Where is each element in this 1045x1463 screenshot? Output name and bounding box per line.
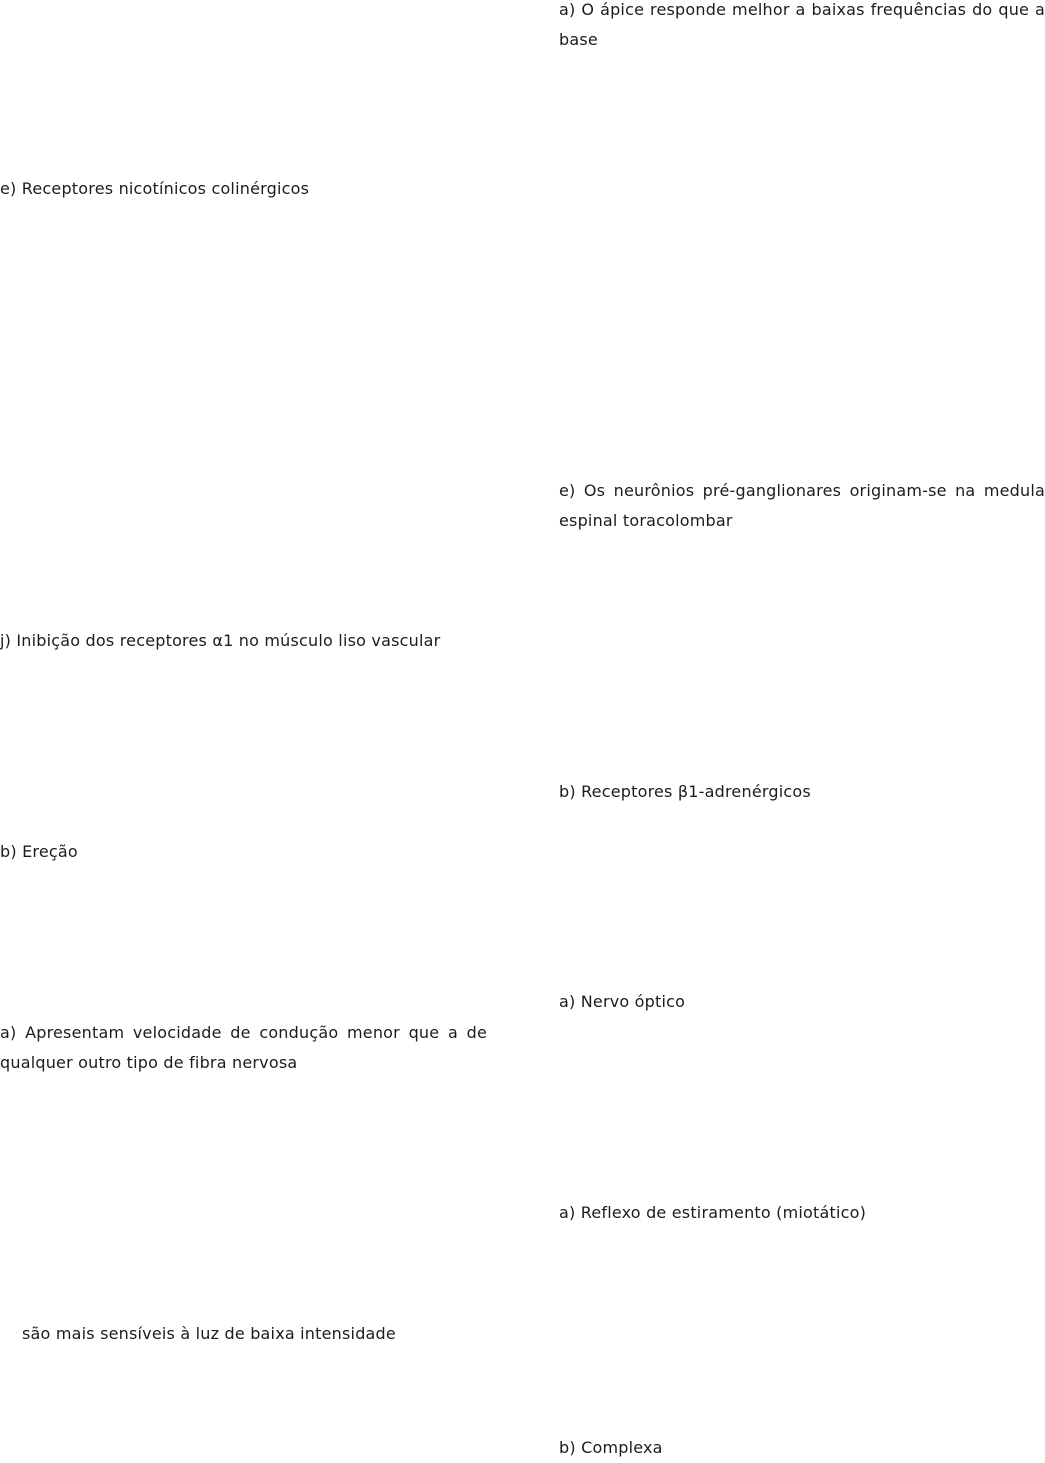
- answer-complex: b) Complexa: [559, 1438, 663, 1457]
- answer-low-light-sensitivity: são mais sensíveis à luz de baixa intensidade: [22, 1324, 396, 1343]
- answer-nicotinic-receptors: e) Receptores nicotínicos colinérgicos: [0, 179, 310, 198]
- answer-alpha1-inhibition: j) Inibição dos receptores α1 no músculo liso vascular: [0, 631, 441, 650]
- answer-conduction-velocity: a) Apresentam velocidade de condução menor que a de qualquer outro tipo de fibra nervosa: [0, 1023, 487, 1072]
- answer-stretch-reflex: a) Reflexo de estiramento (miotático): [559, 1203, 867, 1222]
- answer-erection: b) Ereção: [0, 842, 78, 861]
- answer-preganglionic-neurons: e) Os neurônios pré-ganglionares originam-se na medula espinal toracolombar: [559, 481, 1045, 530]
- answer-apex-frequency: a) O ápice responde melhor a baixas frequências do que a base: [559, 0, 1045, 49]
- answer-beta1-receptors: b) Receptores β1-adrenérgicos: [559, 782, 811, 801]
- answer-optic-nerve: a) Nervo óptico: [559, 992, 686, 1011]
